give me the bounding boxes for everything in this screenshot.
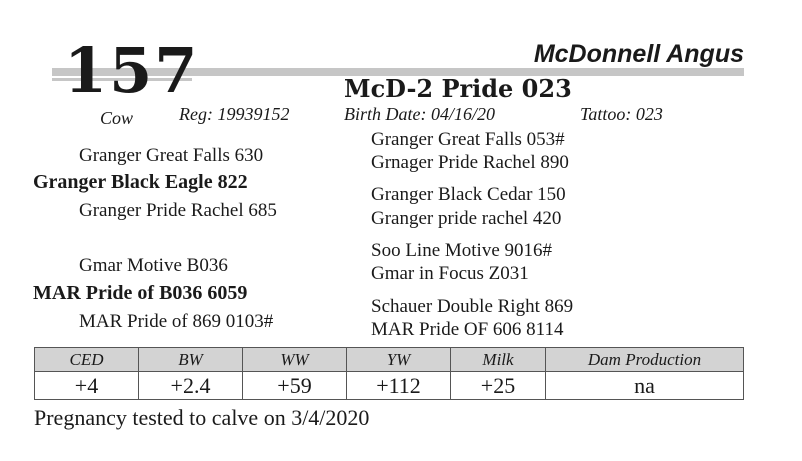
animal-sex: Cow (100, 108, 134, 128)
epd-header-dam-production: Dam Production (546, 348, 744, 372)
epd-header-row (35, 348, 744, 372)
pedigree-right-3: Granger Black Cedar 150 (371, 184, 566, 205)
epd-table (34, 347, 744, 400)
lot-number: 157 (64, 34, 200, 107)
epd-value-bw: +2.4 (139, 372, 243, 400)
epd-header-ced: CED (35, 348, 139, 372)
pedigree-dam-sire: Gmar Motive B036 (79, 255, 228, 276)
pedigree-dam-dam: MAR Pride of 869 0103# (79, 311, 274, 332)
pedigree-sire-sire: Granger Great Falls 630 (79, 145, 264, 166)
pedigree-right-1: Granger Great Falls 053# (371, 129, 565, 150)
epd-value-yw: +112 (347, 372, 451, 400)
animal-name: McD-2 Pride 023 (344, 74, 572, 103)
epd-value-milk: +25 (451, 372, 546, 400)
pedigree-sire: Granger Black Eagle 822 (33, 171, 248, 193)
epd-header-bw: BW (139, 348, 243, 372)
registration-number: Reg: 19939152 (179, 104, 290, 124)
birth-date: Birth Date: 04/16/20 (344, 104, 495, 124)
breeder-name: McDonnell Angus (533, 40, 744, 68)
pedigree-right-7: Schauer Double Right 869 (371, 296, 574, 317)
pedigree-right-5: Soo Line Motive 9016# (371, 240, 553, 261)
pedigree-sire-dam: Granger Pride Rachel 685 (79, 200, 277, 221)
pedigree-right-4: Granger pride rachel 420 (371, 208, 562, 229)
epd-value-ced: +4 (35, 372, 139, 400)
epd-header-milk: Milk (451, 348, 546, 372)
epd-value-dam-production: na (546, 372, 744, 400)
epd-header-ww: WW (243, 348, 347, 372)
pedigree-right-2: Grnager Pride Rachel 890 (371, 152, 569, 173)
epd-value-ww: +59 (243, 372, 347, 400)
pedigree-right-8: MAR Pride OF 606 8114 (371, 319, 564, 340)
epd-value-row (35, 372, 744, 400)
pedigree-right-6: Gmar in Focus Z031 (371, 263, 529, 284)
epd-header-yw: YW (347, 348, 451, 372)
tattoo: Tattoo: 023 (580, 104, 663, 124)
pedigree-dam: MAR Pride of B036 6059 (33, 282, 248, 304)
pregnancy-note: Pregnancy tested to calve on 3/4/2020 (34, 405, 370, 430)
